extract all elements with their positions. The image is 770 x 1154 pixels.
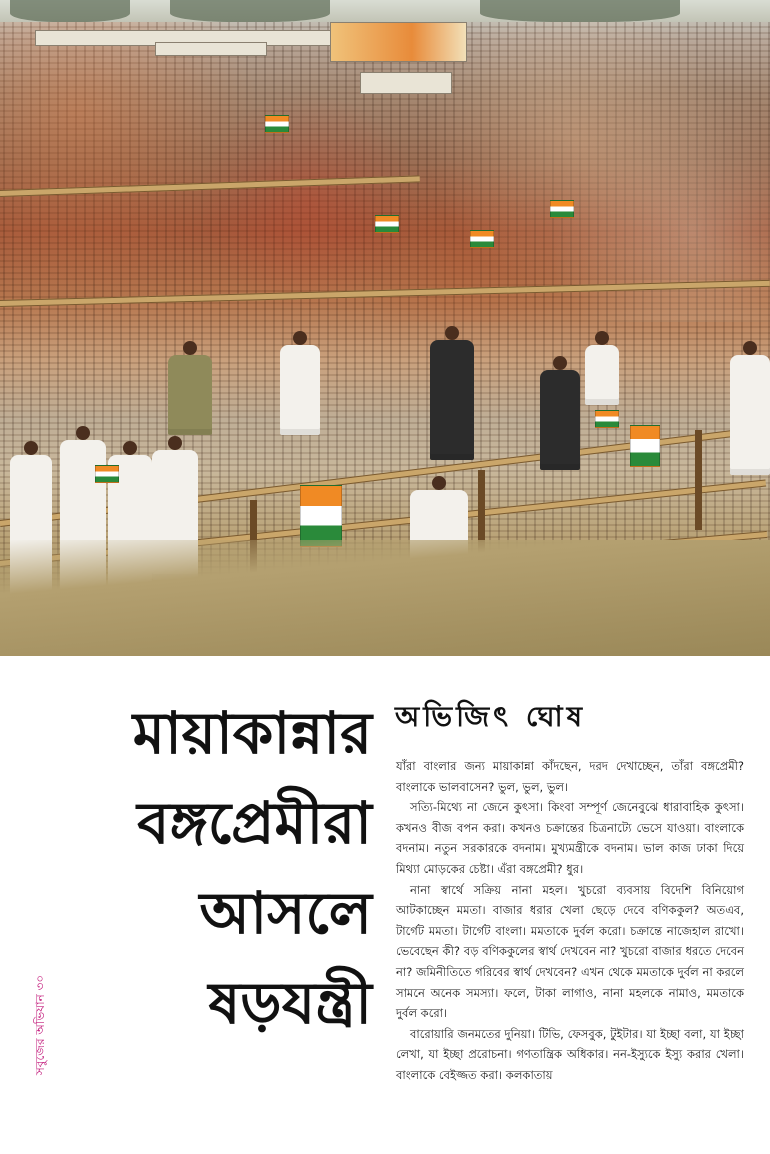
banner (155, 42, 267, 56)
flag-icon (595, 410, 619, 428)
tree-line (480, 0, 680, 22)
article-body (396, 756, 744, 1086)
headline-line-2: বঙ্গপ্রেমীরা (137, 789, 372, 857)
headline-line-4: ষড়যন্ত্রী (208, 969, 372, 1037)
fence-post (695, 430, 702, 530)
person (585, 345, 619, 405)
paragraph: বারোয়ারি জনমতের দুনিয়া। টিভি, ফেসবুক, টুইটার। যা ইচ্ছা বলা, যা ইচ্ছা লেখা, যা ইচ্ছা প্ররোচনা। গণতান্ত্রিক অধিকার। নন-ইস্যুকে ইস্যু করার খেলা। বাংলাকে বেইজ্জত করা। কলকাতায় (396, 1026, 744, 1082)
flag-icon (300, 485, 342, 547)
flag-icon (265, 115, 289, 133)
tree-line (10, 0, 130, 22)
flag-icon (95, 465, 119, 483)
headline-line-3: আসলে (199, 879, 372, 947)
flag-icon (630, 425, 660, 467)
folio-text: সবুজের অভিযান ৩০ (33, 974, 48, 1076)
cameraman (540, 370, 580, 470)
author-byline: অভিজিৎ ঘোষ (395, 700, 587, 733)
paragraph: নানা স্বার্থে সক্রিয় নানা মহল। খুচরো ব্যবসায় বিদেশি বিনিয়োগ আটকাচ্ছেন মমতা। বাজার ধরার খেলা ছেড়ে দেবে বণিককুল? অতএব, টার্গেট মমতা। টার্গেট বাংলা। মমতাকে দুর্বল করো। চক্রান্তে নাজেহাল রাখো। ভেবেছেন কী? বড় বণিককুলের স্বার্থ দেখবেন না? খুচরো বাজার ধরতে দেবেন না? জমিনীতিতে গরিবের স্বার্থ দেখবেন? এখন থেকে মমতাকে দুর্বল না করলে সামনে অনেক সমস্যা। ফলে, টাকা লাগাও, নানা মহলকে নামাও, মমতাকে দুর্বল করো। (396, 882, 744, 1021)
flag-icon (550, 200, 574, 218)
person (280, 345, 320, 435)
crowd (0, 22, 770, 322)
cameraman (430, 340, 474, 460)
flag-icon (375, 215, 399, 233)
paragraph: সত্যি-মিথ্যে না জেনে কুৎসা। কিংবা সম্পূর্ণ জেনেবুঝে ধারাবাহিক কুৎসা। কখনও বীজ বপন করা। কখনও চক্রান্তের চিত্রনাট্যে ভেসে যাওয়া। বাংলাকে বদনাম। নতুন সরকারকে বদনাম। মুখ্যমন্ত্রীকে বদনাম। ভাল কাজ ঢাকা দিয়ে মিথ্যা মোড়কের চেষ্টা। এঁরা বঙ্গপ্রেমী? ধুর। (396, 800, 744, 876)
tree-line (170, 0, 330, 22)
person (730, 355, 770, 475)
paragraph: যাঁরা বাংলার জন্য মায়াকান্না কাঁদছেন, দরদ দেখাচ্ছেন, তাঁরা বঙ্গপ্রেমী? বাংলাকে ভালবাসেন? ভুল, ভুল, ভুল। (396, 759, 744, 794)
banner (360, 72, 452, 94)
page-folio (32, 970, 52, 1080)
stage-banner (330, 22, 467, 62)
headline-line-1: মায়াকান্নার (132, 699, 372, 767)
ground (0, 540, 770, 656)
article-headline (72, 688, 372, 1048)
person (168, 355, 212, 435)
flag-icon (470, 230, 494, 248)
